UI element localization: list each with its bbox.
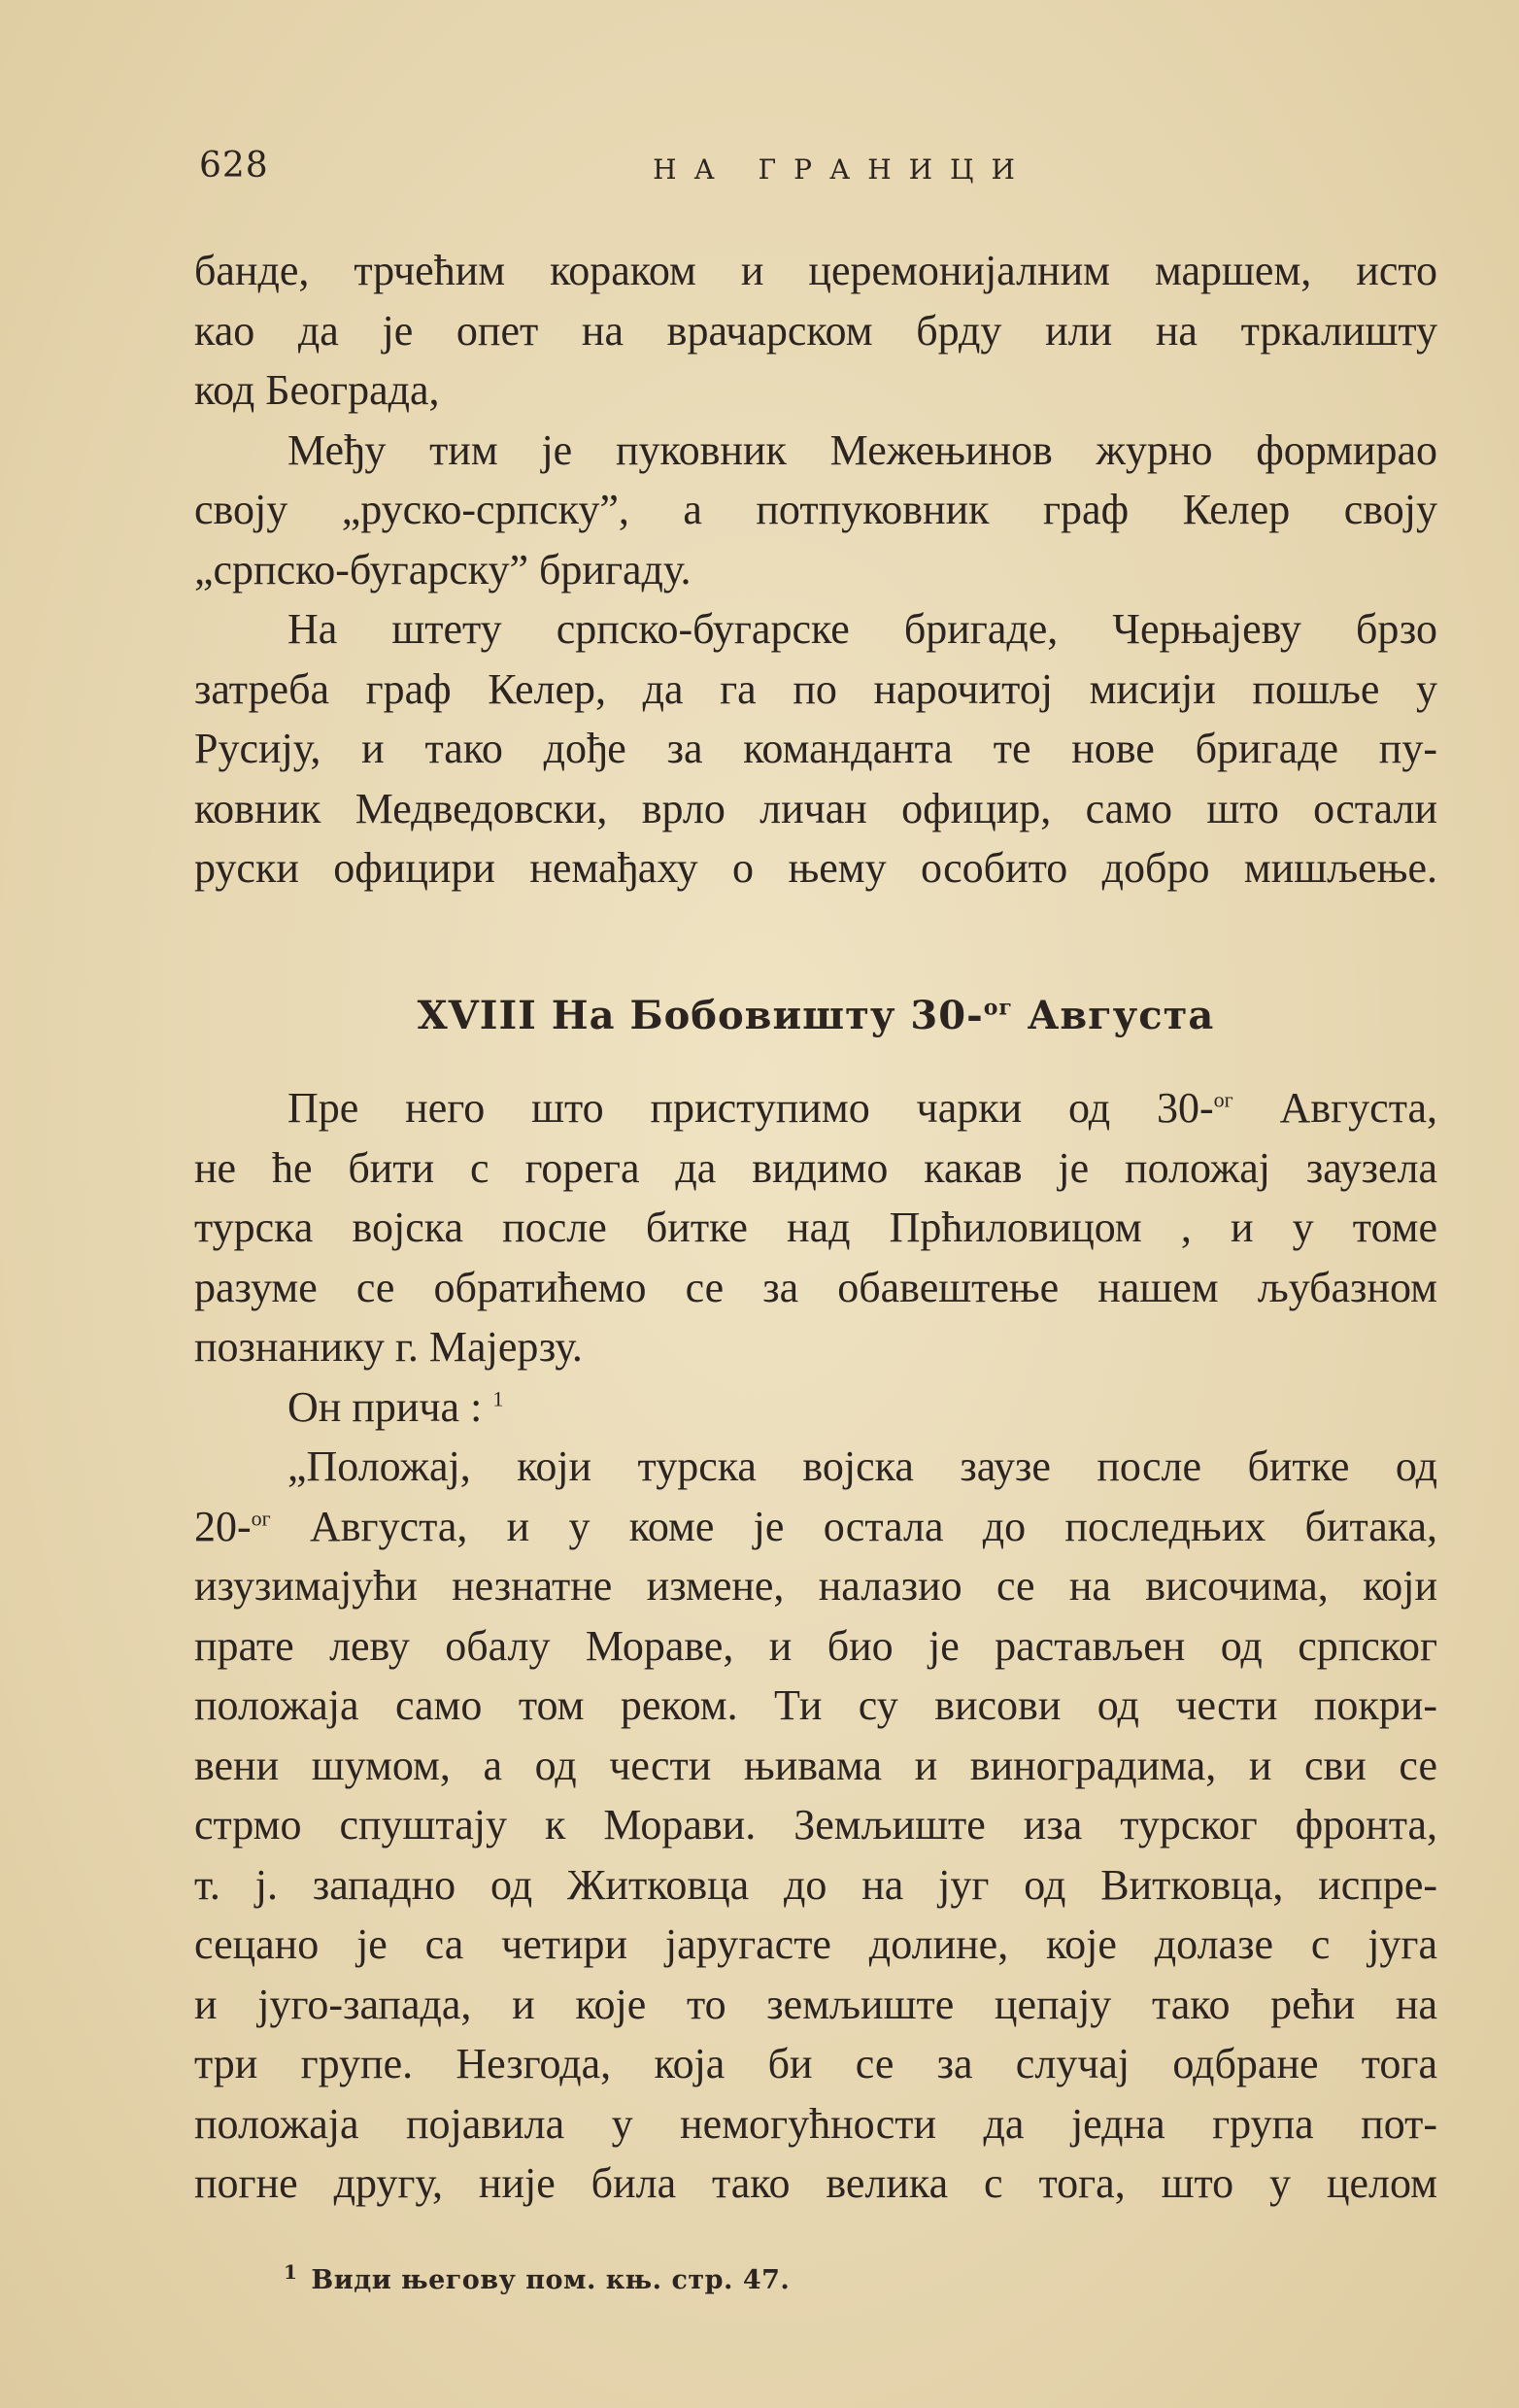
text-line: и југо-запада, и које то земљиште цепају тако рећи на xyxy=(194,1980,1437,2028)
paragraphs-bottom xyxy=(194,1078,1437,2214)
text-fragment: Пре него што приступимо чарки од 30- xyxy=(287,1084,1214,1132)
text-line: сецано је са четири јаругасте долине, које долазе с југа xyxy=(194,1920,1437,1968)
page-number: 628 xyxy=(199,146,269,186)
text-fragment: Он прича : xyxy=(287,1382,493,1431)
text-line: Међу тим је пуковник Межењинов журно формирао xyxy=(287,425,1437,474)
text-line: стрмо спуштају к Морави. Земљиште иза турског фронта, xyxy=(194,1801,1437,1848)
text-line: своју „руско-српску”, а потпуковник граф Келер своју xyxy=(194,486,1437,533)
superscript: ог xyxy=(1213,1087,1233,1112)
text-line: положаја појавила у немогућности да једна група пот- xyxy=(194,2099,1437,2148)
text-fragment: 20- xyxy=(194,1502,252,1550)
text-line: „српско-бугарску” бригаду. xyxy=(194,545,692,594)
text-line: турска војска после битке над Прћиловицом , и у томе xyxy=(194,1204,1437,1251)
section-heading-main: XVIII На Бобовишту 30- xyxy=(417,993,984,1038)
text-fragment: Августа, xyxy=(1232,1084,1437,1132)
text-line: руски официри немађаху о њему особито добро мишљење. xyxy=(194,844,1437,892)
text-line: три групе. Незгода, која би се за случај одбране тога xyxy=(194,2040,1437,2087)
running-title: НА ГРАНИЦИ xyxy=(653,153,1032,186)
text-line: Русију, и тако дође за команданта те нове бригаде пу- xyxy=(194,725,1437,772)
text-line: изузимајући незнатне измене, налазио се на височима, који xyxy=(194,1562,1437,1610)
text-line: положаја само том реком. Ти су висови од чести покри- xyxy=(194,1681,1437,1729)
footnote-text: Види његову пом. књ. стр. 47. xyxy=(311,2265,791,2295)
section-heading-end: Августа xyxy=(1012,993,1215,1038)
text-line: ковник Медведовски, врло личан официр, само што остали xyxy=(194,784,1437,832)
text-line: прате леву обалу Мораве, и био је растављен од српског xyxy=(194,1621,1437,1670)
text-line: затреба граф Келер, да га по нарочитој мисији пошље у xyxy=(194,664,1437,713)
section-heading xyxy=(194,993,1437,1038)
text-line: погне другу, није била тако велика с тога, што у целом xyxy=(194,2159,1437,2207)
footnote-reference: 1 xyxy=(492,1385,504,1410)
text-line xyxy=(194,1497,1437,1557)
text-line: код Београда, xyxy=(194,366,440,414)
paragraphs-top xyxy=(194,241,1437,899)
text-line: вени шумом, а од чести њивама и виноградима, и сви се xyxy=(194,1741,1437,1789)
footnote-mark: 1 xyxy=(284,2260,298,2284)
text-line: т. ј. западно од Житковца до на југ од Витковца, испре- xyxy=(194,1860,1437,1909)
text-line: разуме се обратићемо се за обавештење нашем љубазном xyxy=(194,1263,1437,1311)
section-heading-sup: ог xyxy=(983,995,1013,1021)
footnote xyxy=(284,2260,790,2295)
text-line: познанику г. Мајерзу. xyxy=(194,1323,583,1371)
text-line: банде, трчећим кораком и церемонијалним маршем, исто xyxy=(194,247,1437,294)
superscript: ог xyxy=(251,1505,271,1530)
text-fragment: Августа, и у коме је остала до последњих битака, xyxy=(270,1502,1437,1550)
text-line xyxy=(194,1078,1437,1138)
running-head xyxy=(199,146,1447,194)
text-line: На штету српско-бугарске бригаде, Черњајеву брзо xyxy=(287,605,1437,653)
text-line: као да је опет на врачарском брду или на тркалишту xyxy=(194,306,1437,355)
text-line: „Положај, који турска војска заузе после битке од xyxy=(287,1442,1437,1490)
text-line xyxy=(194,1377,1437,1438)
text-line: не ће бити с горега да видимо какав је положај заузела xyxy=(194,1143,1437,1192)
